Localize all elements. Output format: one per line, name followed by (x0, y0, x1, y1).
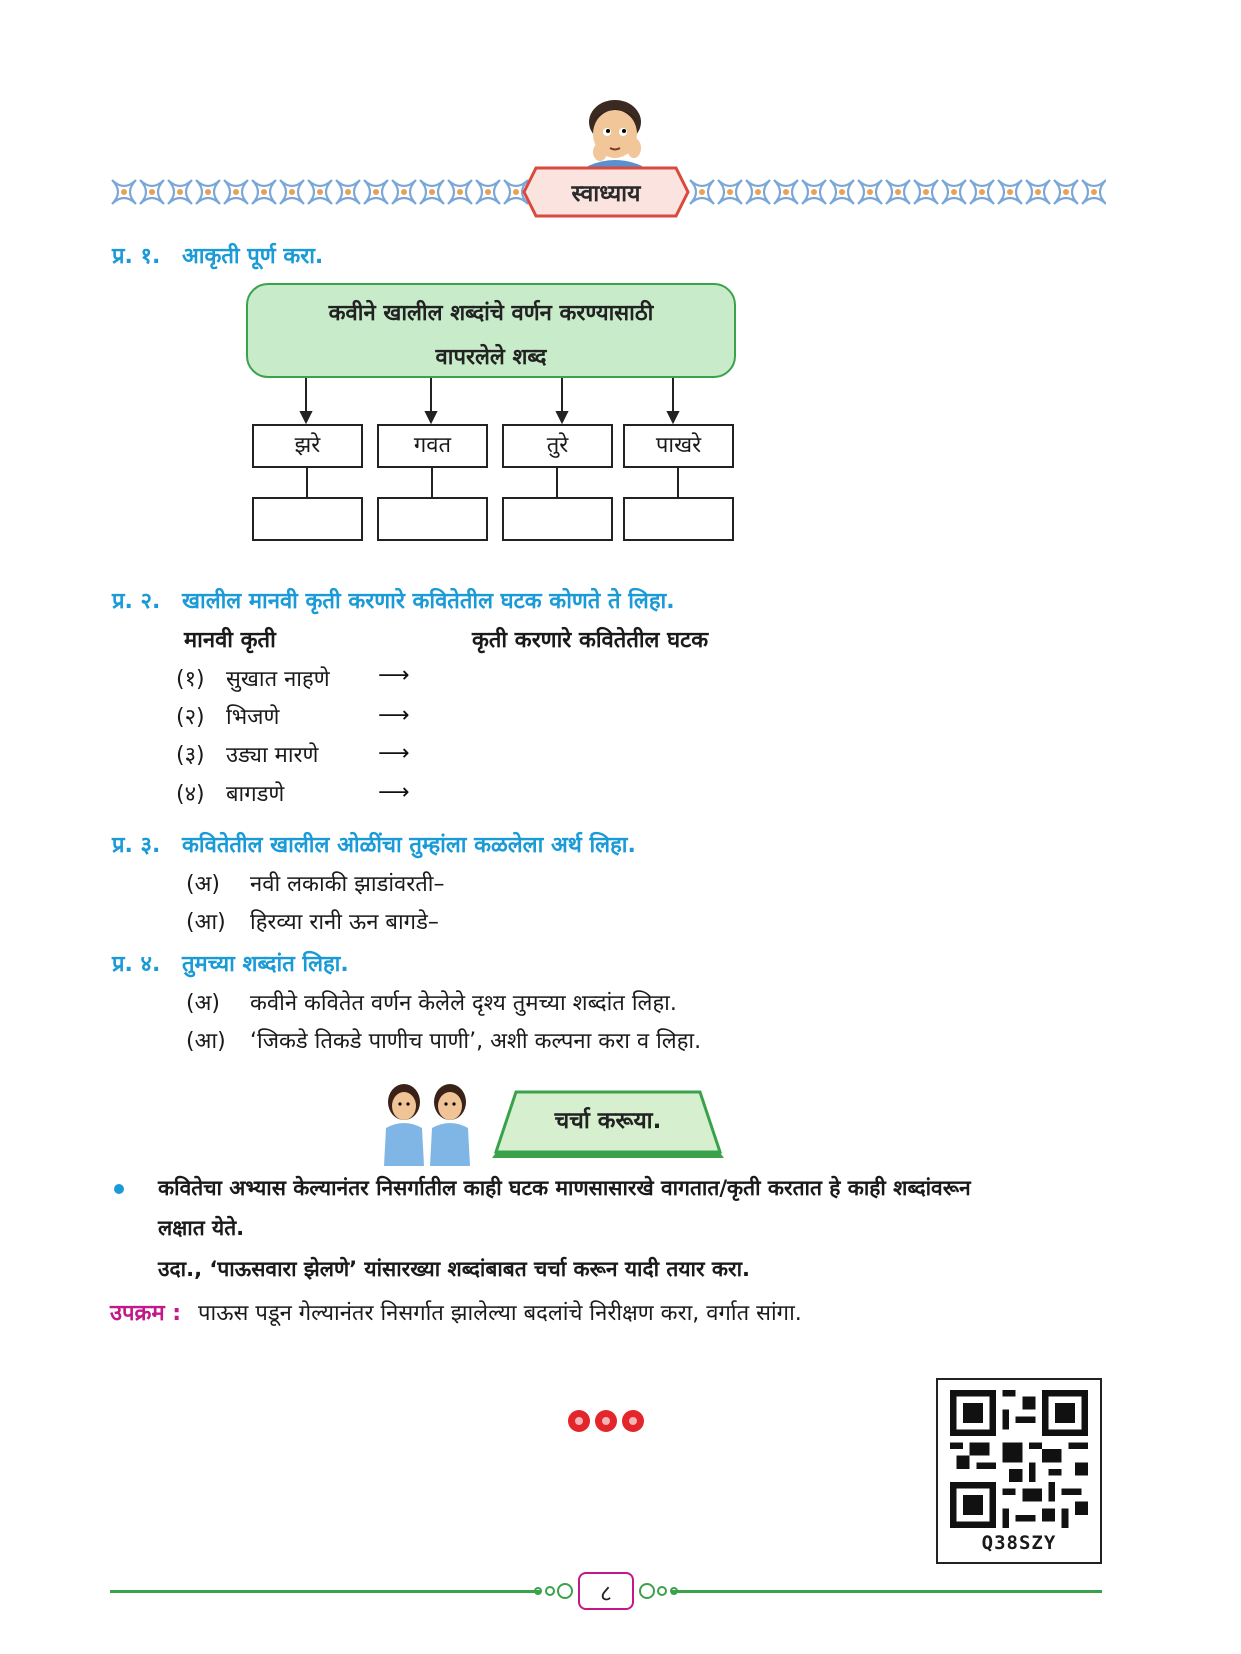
discussion-bullet-line1: कवितेचा अभ्यास केल्यानंतर निसर्गातील काही घटक माणसासारखे वागतात/कृती करतात हे काही शब्दांवरून (158, 1176, 971, 1200)
bullet-point (114, 1184, 124, 1194)
activity-text: पाऊस पडून गेल्यानंतर निसर्गात झालेल्या बदलांचे निरीक्षण करा, वर्गात सांगा. (198, 1301, 802, 1326)
q2-item-3-arrow: ⟶ (378, 741, 410, 766)
discussion-example: उदा., ‘पाऊसवारा झेलणे’ यांसारख्या शब्दांबाबत चर्चा करून यादी तयार करा. (158, 1257, 751, 1281)
q1-connector-3 (556, 468, 558, 498)
q3-item-1-text: नवी लकाकी झाडांवरती– (250, 872, 445, 897)
q4-item-1-text: कवीने कवितेत वर्णन केलेले दृश्य तुमच्या शब्दांत लिहा. (250, 991, 677, 1016)
flower-ornament (565, 1407, 647, 1435)
footer-ornament-right (632, 1580, 682, 1602)
q1-answer-box-3[interactable] (502, 497, 613, 541)
q1-connector-2 (431, 468, 433, 498)
q2-item-3-text: उड्या मारणे (226, 743, 319, 768)
q1-heading-line1: कवीने खालील शब्दांचे वर्णन करण्यासाठी (328, 301, 654, 326)
discussion-bullet-line2: लक्षात येते. (158, 1216, 245, 1240)
q4-item-1-label: (अ) (186, 991, 220, 1016)
page-number: ८ (600, 1581, 612, 1607)
q2-item-1-arrow: ⟶ (378, 663, 410, 688)
q2-item-1-label: (१) (176, 667, 205, 692)
q2-item-2-arrow: ⟶ (378, 703, 410, 728)
q2-item-4-text: बागडणे (226, 782, 285, 807)
footer-ornament-left (530, 1580, 580, 1602)
discussion-title: चर्चा करूया. (554, 1108, 662, 1134)
q2-number: प्र. २. (112, 589, 161, 614)
q1-heading-line2: वापरलेले शब्द (435, 345, 547, 370)
q1-answer-box-2[interactable] (377, 497, 488, 541)
q3-item-1-label: (अ) (186, 872, 220, 897)
q1-text: आकृती पूर्ण करा. (182, 244, 324, 269)
header-title: स्वाध्याय (571, 181, 641, 207)
q2-col1-heading: मानवी कृती (184, 628, 276, 653)
qr-code-icon[interactable] (950, 1390, 1088, 1528)
q1-answer-box-4[interactable] (623, 497, 734, 541)
q1-heading-box (246, 283, 736, 378)
q2-col2-heading: कृती करणारे कवितेतील घटक (472, 628, 709, 653)
q2-item-2-text: भिजणे (226, 705, 280, 730)
footer-line-left (110, 1590, 540, 1593)
q2-item-1-text: सुखात नाहणे (226, 667, 330, 692)
q3-item-2-text: हिरव्या रानी ऊन बागडे– (250, 910, 439, 935)
qr-code-label: Q38SZY (981, 1532, 1057, 1554)
q1-word-box-3: तुरे (502, 424, 613, 468)
q1-word-box-1: झरे (252, 424, 363, 468)
q1-number: प्र. १. (112, 244, 161, 269)
q1-word-box-2: गवत (377, 424, 488, 468)
q2-item-4-arrow: ⟶ (378, 780, 410, 805)
q4-number: प्र. ४. (112, 952, 161, 977)
q3-item-2-label: (आ) (186, 910, 226, 935)
q4-text: तुमच्या शब्दांत लिहा. (182, 952, 349, 977)
q2-item-4-label: (४) (176, 782, 205, 807)
q1-arrows (240, 378, 740, 424)
q2-item-2-label: (२) (176, 705, 205, 730)
q1-connector-4 (677, 468, 679, 498)
q1-connector-1 (306, 468, 308, 498)
q1-answer-box-1[interactable] (252, 497, 363, 541)
q3-text: कवितेतील खालील ओळींचा तुम्हांला कळलेला अर्थ लिहा. (182, 833, 636, 858)
footer-line-right (672, 1590, 1102, 1593)
q3-number: प्र. ३. (112, 833, 161, 858)
q4-item-2-text: ‘जिकडे तिकडे पाणीच पाणी’, अशी कल्पना करा व लिहा. (250, 1029, 702, 1054)
activity-label: उपक्रम : (110, 1301, 182, 1326)
q1-word-box-4: पाखरे (623, 424, 734, 468)
q2-item-3-label: (३) (176, 743, 205, 768)
girls-discussing-illustration (372, 1082, 482, 1166)
header-border-left (110, 176, 530, 208)
header-border-right (688, 176, 1106, 208)
q2-text: खालील मानवी कृती करणारे कवितेतील घटक कोणते ते लिहा. (182, 589, 675, 614)
q4-item-2-label: (आ) (186, 1029, 226, 1054)
